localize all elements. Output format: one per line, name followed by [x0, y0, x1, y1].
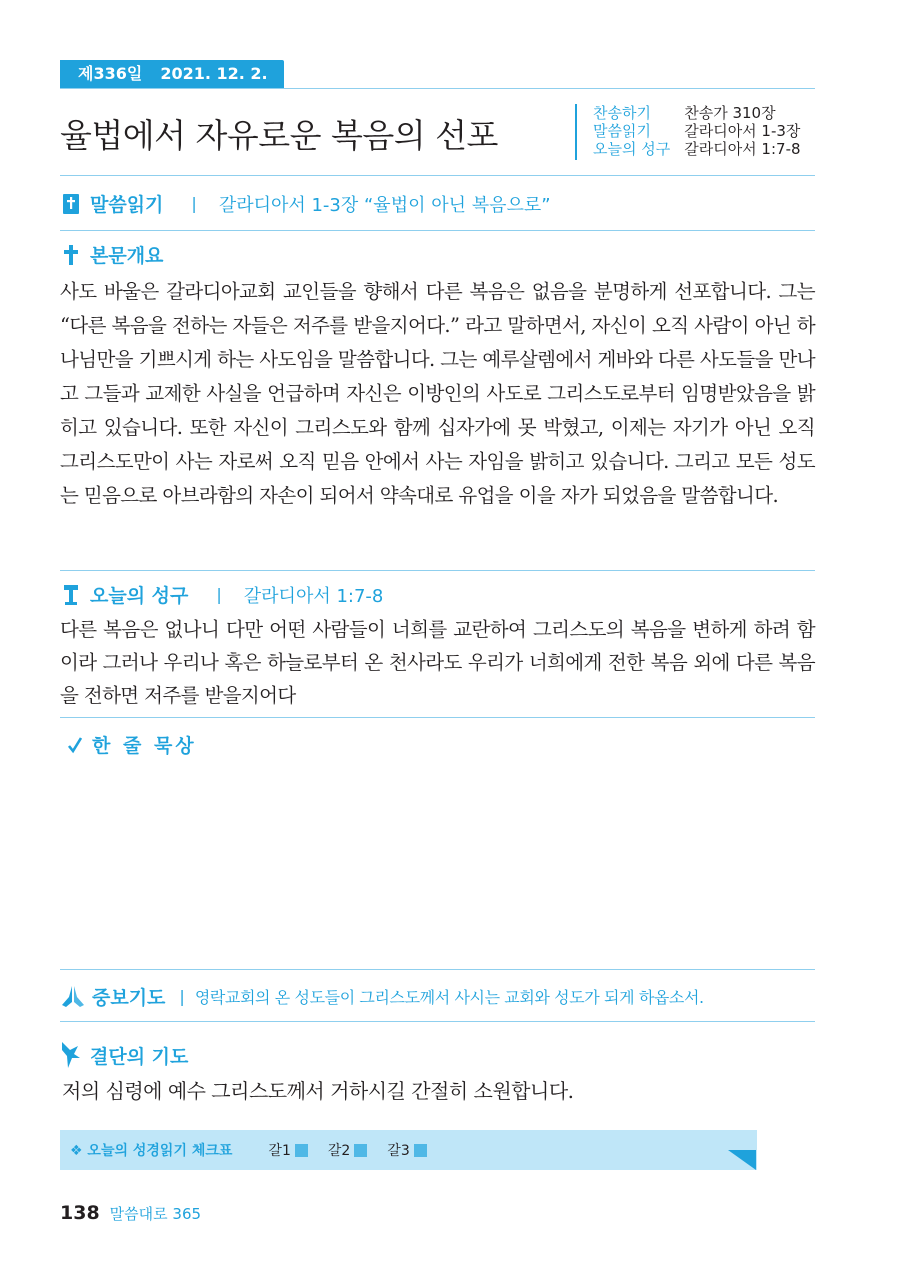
footer	[60, 1202, 201, 1224]
dove-icon	[60, 1040, 82, 1070]
checkbox[interactable]	[295, 1144, 308, 1157]
bible-icon	[60, 193, 82, 215]
verse-heading: 오늘의 성구 | 갈라디아서 1:7-8	[60, 581, 383, 608]
day-number: 제336일	[78, 64, 143, 83]
info-row-hymn: 찬송하기 찬송가 310장	[593, 104, 776, 122]
checklist-label: ❖ 오늘의 성경읽기 체크표	[70, 1143, 233, 1159]
meditation-writing-area[interactable]	[60, 765, 815, 960]
day-date: 2021. 12. 2. 목	[78, 64, 268, 111]
info-row-reading: 말씀읽기 갈라디아서 1-3장	[593, 122, 801, 140]
page-fold-corner	[728, 1150, 756, 1190]
info-panel	[575, 104, 801, 160]
reading-heading: 말씀읽기 | 갈라디아서 1-3장 “율법이 아닌 복음으로”	[60, 190, 551, 217]
reading-rule	[60, 230, 815, 231]
checklist-item-gal1[interactable]: 갈1	[268, 1140, 307, 1160]
resolution-heading: 결단의 기도	[60, 1040, 188, 1070]
overview-text: 사도 바울은 갈라디아교회 교인들을 향해서 다른 복음은 없음을 분명하게 선포합니다. 그는 “다른 복음을 전하는 자들은 저주를 받을지어다.” 라고 말하면서, 자신이 오직 사람이 아닌 하나님만을 기쁘시게 하는 사도임을 말씀합니다. 그는 예루살렘에서 게바와 다른 사도들을 만나고 그들과 교제한 사실을 언급하며 자신은 이방인의 사도로 그리스도로부터 임명받았음을 밝히고 있습니다. 또한 자신이 그리스도와 함께 십자가에 못 박혔고, 이제는 자기가 아닌 오직 그리스도만이 사는 자로써 오직 믿음 안에서 사는 자임을 밝히고 있습니다. 그리고 모든 성도는 믿음으로 아브라함의 자손이 되어서 약속대로 유업을 이을 자가 되었음을 말씀합니다.	[60, 280, 815, 507]
lamp-icon	[60, 584, 82, 606]
overview-rule	[60, 570, 815, 571]
page-number: 138	[60, 1202, 100, 1224]
meditation-heading: 한 줄 묵상	[66, 731, 197, 758]
book-title: 말씀대로 365	[109, 1205, 202, 1223]
checkbox[interactable]	[354, 1144, 367, 1157]
verse-text: 다른 복음은 없나니 다만 어떤 사람들이 너희를 교란하여 그리스도의 복음을 변하게 하려 함이라 그러나 우리나 혹은 하늘로부터 온 천사라도 우리가 너희에게 전한 복음 외에 다른 복음을 전하면 저주를 받을지어다	[60, 618, 815, 707]
verse-reference: 갈라디아서 1:7-8	[243, 585, 384, 607]
intercession-row: 중보기도 | 영락교회의 온 성도들이 그리스도께서 사시는 교회와 성도가 되게 하옵소서.	[60, 983, 704, 1010]
meditation-rule	[60, 969, 815, 970]
resolution-text: 저의 심령에 예수 그리스도께서 거하시길 간절히 소원합니다.	[62, 1079, 574, 1103]
verse-rule	[60, 717, 815, 718]
cross-icon	[60, 244, 82, 266]
info-row-verse: 오늘의 성구 갈라디아서 1:7-8	[593, 140, 801, 158]
reading-reference: 갈라디아서 1-3장 “율법이 아닌 복음으로”	[218, 194, 551, 216]
praying-hands-icon	[60, 985, 86, 1009]
check-icon	[66, 734, 84, 756]
overview-heading: 본문개요	[60, 241, 163, 268]
checkbox[interactable]	[414, 1144, 427, 1157]
checklist-item-gal2[interactable]: 갈2	[328, 1140, 367, 1160]
reading-checklist	[60, 1130, 757, 1170]
checklist-item-gal3[interactable]: 갈3	[387, 1140, 426, 1160]
title-rule	[60, 175, 815, 176]
intercession-rule	[60, 1021, 815, 1022]
intercession-text: 영락교회의 온 성도들이 그리스도께서 사시는 교회와 성도가 되게 하옵소서.	[194, 988, 704, 1007]
page-title: 율법에서 자유로운 복음의 선포	[60, 116, 498, 155]
day-tab	[60, 60, 284, 111]
header-rule	[60, 88, 815, 89]
